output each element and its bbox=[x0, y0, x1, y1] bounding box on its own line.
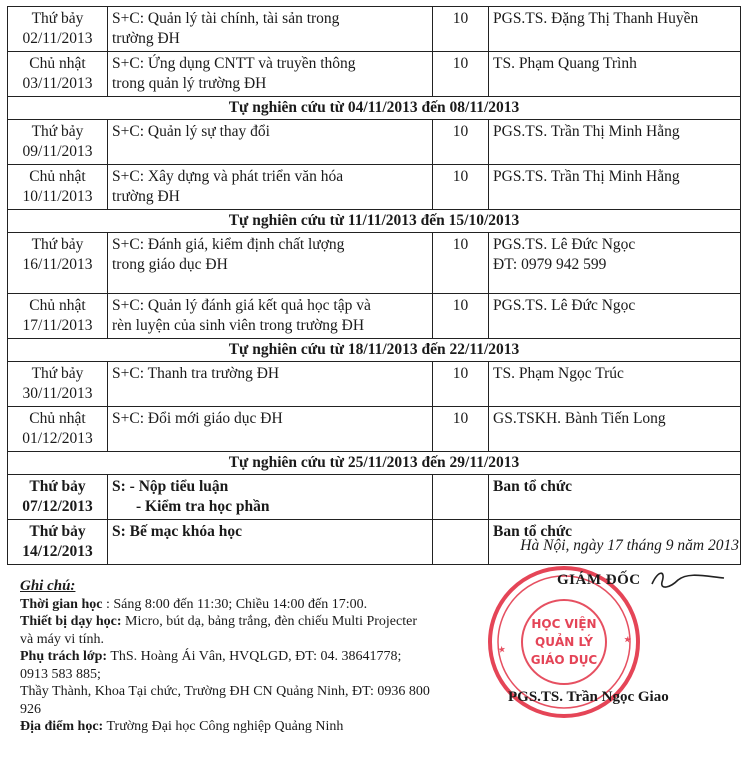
session-content-line: trường ĐH bbox=[112, 188, 180, 205]
schedule-row bbox=[8, 475, 741, 520]
session-content bbox=[108, 520, 433, 565]
session-content bbox=[108, 362, 433, 407]
lecturer-line: PGS.TS. Lê Đức Ngọc bbox=[493, 297, 636, 314]
session-content bbox=[108, 475, 433, 520]
session-hours: 10 bbox=[433, 52, 489, 97]
lecturer-line: Ban tổ chức bbox=[493, 523, 573, 540]
session-content-line: S: - Nộp tiểu luận bbox=[112, 478, 229, 495]
lecturer-line: PGS.TS. Trần Thị Minh Hằng bbox=[493, 168, 680, 185]
session-date-cell bbox=[8, 407, 108, 452]
session-lecturer bbox=[489, 52, 741, 97]
session-date-cell bbox=[8, 7, 108, 52]
session-date: 30/11/2013 bbox=[22, 385, 93, 402]
lecturer-line: Ban tổ chức bbox=[493, 478, 573, 495]
session-date-cell bbox=[8, 362, 108, 407]
session-content bbox=[108, 52, 433, 97]
session-hours: 10 bbox=[433, 120, 489, 165]
self-study-text: Tự nghiên cứu từ 11/11/2013 đến 15/10/2013 bbox=[8, 210, 741, 233]
note-item bbox=[20, 613, 430, 648]
note-text: Thầy Thành, Khoa Tại chức, Trường ĐH CN Quảng Ninh, ĐT: 0936 800 926 bbox=[20, 684, 430, 717]
session-date-cell bbox=[8, 233, 108, 294]
note-text: : Sáng 8:00 đến 11:30; Chiều 14:00 đến 17:00. bbox=[102, 596, 368, 612]
session-content-line: S: Bế mạc khóa học bbox=[112, 523, 243, 540]
stamp-line-2: QUẢN LÝ bbox=[535, 635, 593, 649]
note-item bbox=[20, 596, 430, 614]
lecturer-line: ĐT: 0979 942 599 bbox=[493, 256, 607, 273]
lecturer-line: PGS.TS. Đặng Thị Thanh Huyền bbox=[493, 10, 699, 27]
lecturer-line: PGS.TS. Trần Thị Minh Hằng bbox=[493, 123, 680, 140]
session-day: Chủ nhật bbox=[29, 55, 86, 72]
session-content bbox=[108, 120, 433, 165]
session-date: 10/11/2013 bbox=[22, 188, 93, 205]
session-day: Thứ bảy bbox=[29, 478, 86, 495]
notes-section bbox=[20, 578, 430, 736]
session-hours: 10 bbox=[433, 407, 489, 452]
self-study-text: Tự nghiên cứu từ 25/11/2013 đến 29/11/2013 bbox=[8, 452, 741, 475]
session-hours: 10 bbox=[433, 294, 489, 339]
lecturer-line: GS.TSKH. Bành Tiến Long bbox=[493, 410, 666, 427]
self-study-text: Tự nghiên cứu từ 18/11/2013 đến 22/11/2013 bbox=[8, 339, 741, 362]
session-date: 17/11/2013 bbox=[22, 317, 93, 334]
note-label: Phụ trách lớp: bbox=[20, 649, 108, 664]
signature-mark bbox=[648, 566, 728, 596]
schedule-row bbox=[8, 294, 741, 339]
session-date-cell bbox=[8, 475, 108, 520]
lecturer-line: TS. Phạm Quang Trình bbox=[493, 55, 637, 72]
session-lecturer bbox=[489, 233, 741, 294]
note-item bbox=[20, 683, 430, 718]
session-content-line: - Kiểm tra học phần bbox=[136, 498, 270, 515]
self-study-row bbox=[8, 452, 741, 475]
session-content bbox=[108, 165, 433, 210]
self-study-row bbox=[8, 210, 741, 233]
session-lecturer bbox=[489, 475, 741, 520]
session-content-line: S+C: Xây dựng và phát triển văn hóa bbox=[112, 168, 344, 185]
self-study-row bbox=[8, 97, 741, 120]
session-lecturer bbox=[489, 294, 741, 339]
session-day: Thứ bảy bbox=[31, 236, 84, 253]
schedule-row bbox=[8, 52, 741, 97]
session-content bbox=[108, 407, 433, 452]
lecturer-line: TS. Phạm Ngọc Trúc bbox=[493, 365, 624, 382]
session-lecturer bbox=[489, 120, 741, 165]
note-item bbox=[20, 718, 430, 736]
note-text: Micro, bút dạ, bảng trắng, đèn chiếu Multi Projecter và máy vi tính. bbox=[20, 614, 417, 647]
session-content-line: trong quản lý trường ĐH bbox=[112, 75, 267, 92]
session-content-line: S+C: Quản lý sự thay đổi bbox=[112, 123, 270, 140]
session-content bbox=[108, 7, 433, 52]
schedule-row bbox=[8, 407, 741, 452]
session-content-line: S+C: Quản lý tài chính, tài sản trong bbox=[112, 10, 340, 27]
note-text: Trường Đại học Công nghiệp Quảng Ninh bbox=[103, 719, 344, 734]
session-content bbox=[108, 233, 433, 294]
session-date: 03/11/2013 bbox=[22, 75, 93, 92]
session-day: Chủ nhật bbox=[29, 168, 86, 185]
session-day: Thứ bảy bbox=[31, 10, 84, 27]
session-date-cell bbox=[8, 165, 108, 210]
session-date: 14/12/2013 bbox=[22, 543, 93, 560]
session-hours: 10 bbox=[433, 165, 489, 210]
session-date-cell bbox=[8, 520, 108, 565]
session-day: Chủ nhật bbox=[29, 410, 86, 427]
lecturer-line: PGS.TS. Lê Đức Ngọc bbox=[493, 236, 636, 253]
note-label: Thiết bị dạy học: bbox=[20, 614, 122, 629]
session-hours: 10 bbox=[433, 233, 489, 294]
self-study-text: Tự nghiên cứu từ 04/11/2013 đến 08/11/2013 bbox=[8, 97, 741, 120]
session-content-line: trường ĐH bbox=[112, 30, 180, 47]
place-date: Hà Nội, ngày 17 tháng 9 năm 2013 bbox=[520, 537, 739, 554]
session-content-line: S+C: Đổi mới giáo dục ĐH bbox=[112, 410, 283, 427]
svg-text:★: ★ bbox=[497, 644, 509, 655]
session-day: Thứ bảy bbox=[29, 523, 86, 540]
session-date: 16/11/2013 bbox=[22, 256, 93, 273]
session-day: Thứ bảy bbox=[31, 123, 84, 140]
self-study-row bbox=[8, 339, 741, 362]
note-label: Địa điểm học: bbox=[20, 719, 104, 734]
session-date: 09/11/2013 bbox=[22, 143, 93, 160]
session-content-line: S+C: Đánh giá, kiểm định chất lượng bbox=[112, 236, 345, 253]
svg-text:★: ★ bbox=[621, 634, 633, 645]
session-hours bbox=[433, 475, 489, 520]
session-day: Chủ nhật bbox=[29, 297, 86, 314]
session-content-line: S+C: Ứng dụng CNTT và truyền thông bbox=[112, 55, 356, 72]
session-date: 07/12/2013 bbox=[22, 498, 93, 515]
session-lecturer bbox=[489, 7, 741, 52]
session-hours: 10 bbox=[433, 7, 489, 52]
session-date-cell bbox=[8, 294, 108, 339]
session-content-line: trong giáo dục ĐH bbox=[112, 256, 228, 273]
note-item bbox=[20, 648, 430, 683]
schedule-row bbox=[8, 362, 741, 407]
session-hours bbox=[433, 520, 489, 565]
session-day: Thứ bảy bbox=[31, 365, 84, 382]
signer-title: GIÁM ĐỐC bbox=[557, 572, 641, 588]
session-content-line: S+C: Quản lý đánh giá kết quả học tập và bbox=[112, 297, 371, 314]
notes-title: Ghi chú: bbox=[20, 578, 76, 594]
session-date-cell bbox=[8, 52, 108, 97]
session-date-cell bbox=[8, 120, 108, 165]
session-hours: 10 bbox=[433, 362, 489, 407]
session-content-line: S+C: Thanh tra trường ĐH bbox=[112, 365, 280, 382]
stamp-line-3: GIÁO DỤC bbox=[530, 653, 598, 667]
session-lecturer bbox=[489, 165, 741, 210]
note-text: ThS. Hoàng Ái Vân, HVQLGD, ĐT: 04. 38641778; 0913 583 885; bbox=[20, 649, 402, 682]
schedule-row bbox=[8, 165, 741, 210]
signer-name: PGS.TS. Trần Ngọc Giao bbox=[508, 689, 669, 705]
schedule-row bbox=[8, 120, 741, 165]
session-content-line: rèn luyện của sinh viên trong trường ĐH bbox=[112, 317, 365, 334]
session-lecturer bbox=[489, 362, 741, 407]
session-date: 01/12/2013 bbox=[22, 430, 93, 447]
schedule-row bbox=[8, 233, 741, 294]
note-label: Thời gian học bbox=[20, 596, 103, 612]
session-content bbox=[108, 294, 433, 339]
session-lecturer bbox=[489, 407, 741, 452]
session-date: 02/11/2013 bbox=[22, 30, 93, 47]
schedule-row bbox=[8, 7, 741, 52]
stamp-line-1: HỌC VIỆN bbox=[531, 617, 597, 631]
schedule-table bbox=[7, 6, 741, 565]
